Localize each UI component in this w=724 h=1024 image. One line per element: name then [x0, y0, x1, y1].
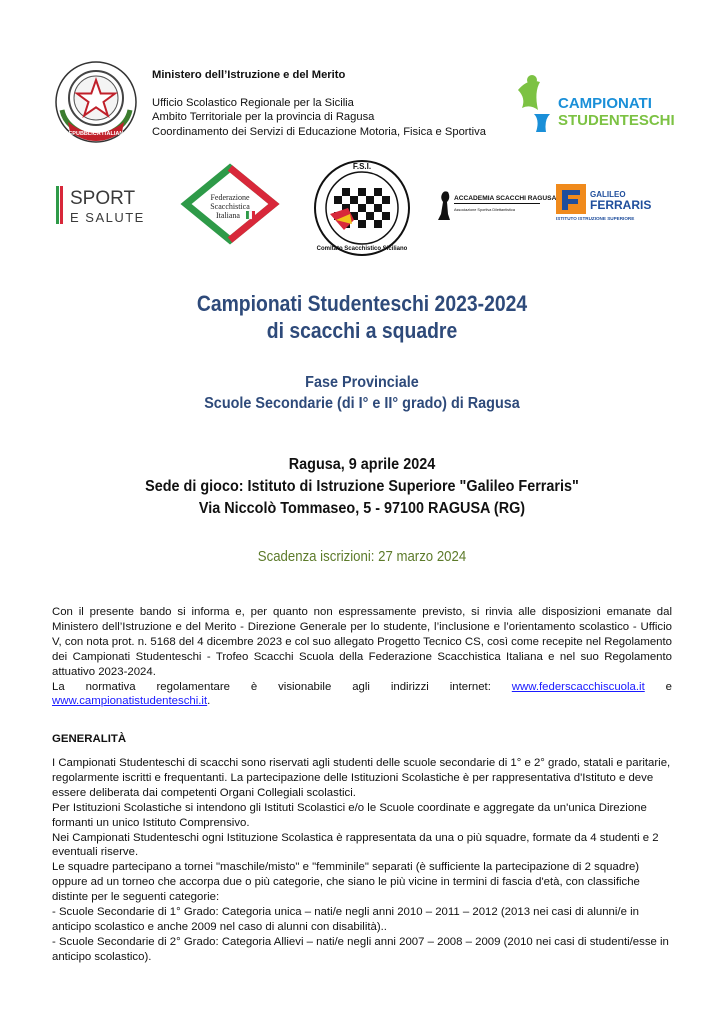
fsi-line2: Scacchistica — [210, 202, 250, 211]
fsi-line3: Italiana — [216, 211, 240, 220]
document-title — [43, 290, 680, 344]
generalita-paragraph-2: Per Istituzioni Scolastiche si intendono gli Istituti Scolastici e/o le Scuole coordinate e aggregate da un'unica Direzione formanti un unico Istituto Comprensivo. — [52, 801, 647, 829]
comitato-ring-text: Comitato Scacchistico Siciliano — [316, 246, 408, 252]
accademia-line2: Associazione Sportiva Dilettantistica — [454, 208, 515, 212]
sport-salute-line2: E SALUTE — [70, 210, 145, 225]
generalita-section — [52, 756, 672, 965]
comitato-top-text: F.S.I. — [352, 162, 372, 171]
generalita-paragraph-4: Le squadre partecipano a tornei "maschile/misto" e "femminile" separati (è sufficiente la partecipazione di 2 squadre) oppure ad un torneo che accorpa due o più categorie, che siano le più vicine in termini di fascia d'età, con classifiche distinte per le seguenti categorie: — [52, 861, 640, 904]
event-address: Via Niccolò Tommaseo, 5 - 97100 RAGUSA (RG) — [198, 500, 526, 517]
emblem-ribbon-text: REPUBBLICA ITALIANA — [64, 131, 128, 137]
subtitle-line-2: Scuole Secondarie (di I° e II° grado) di Ragusa — [204, 395, 520, 412]
campionati-studenteschi-logo — [510, 70, 675, 140]
cs-logo-line2: STUDENTESCHI — [558, 112, 675, 129]
title-line-1: Campionati Studenteschi 2023-2024 — [196, 291, 528, 316]
subtitle-line-1: Fase Provinciale — [305, 374, 419, 391]
links-prefix: La normativa regolamentare è visionabile agli indirizzi internet: — [52, 680, 512, 693]
galileo-line2: FERRARIS — [590, 198, 652, 212]
links-joiner: e — [644, 680, 672, 693]
galileo-line3: ISTITUTO ISTRUZIONE SUPERIORE — [556, 216, 635, 221]
campionatistudenteschi-link[interactable]: www.campionatistudenteschi.it — [52, 695, 208, 708]
deadline-text: Scadenza iscrizioni: 27 marzo 2024 — [257, 548, 467, 565]
event-details — [36, 454, 688, 520]
sport-salute-line1: SPORT — [70, 188, 136, 209]
document-subtitle — [36, 372, 688, 414]
links-paragraph — [52, 680, 672, 710]
links-suffix: . — [207, 695, 211, 708]
cs-logo-line1: CAMPIONATI — [558, 95, 652, 112]
sport-e-salute-logo — [56, 184, 146, 228]
intro-section — [52, 605, 672, 709]
chessboard-sicily-icon — [330, 188, 390, 230]
accademia-scacchi-ragusa-logo — [434, 184, 557, 224]
office-line-1: Ufficio Scolastico Regionale per la Sicilia — [152, 96, 354, 109]
generalita-paragraph-3: Nei Campionati Studenteschi ogni Istituzione Scolastica è rappresentata da una o più squadre, formate da 4 studenti e 2 eventuali riserve. — [52, 831, 659, 859]
title-line-2: di scacchi a squadre — [266, 318, 458, 343]
galileo-line1: GALILEO — [590, 190, 626, 199]
ministry-info — [152, 68, 486, 139]
document-header — [52, 58, 675, 158]
accademia-line1: ACCADEMIA SCACCHI RAGUSA — [454, 195, 557, 202]
office-line-2: Ambito Territoriale per la provincia di Ragusa — [152, 111, 375, 124]
italian-republic-emblem-icon — [52, 58, 140, 146]
fsi-line1: Federazione — [210, 193, 250, 202]
intro-paragraph: Con il presente bando si informa e, per quanto non espressamente previsto, si rinvia alle disposizioni emanate dal Ministero dell’Istruzione e del Merito - Direzione Generale per lo studente, l’inclusione e l’orientamento scolastico - Ufficio V, con nota prot. n. 5168 del 4 dicembre 2023 e col suo allegato Progetto Tecnico CS, così come recepite nel Regolamento dei Campionati Studenteschi - Trofeo Scacchi Scuola della Federazione Scacchistica Italiana e nel suo Regolamento attuativo 2023-2024. — [52, 606, 672, 678]
event-date: Ragusa, 9 aprile 2024 — [288, 456, 436, 473]
federazione-scacchistica-italiana-logo — [182, 164, 278, 244]
ministry-name: Ministero dell’Istruzione e del Merito — [152, 69, 346, 81]
partner-logos-row — [56, 158, 668, 258]
generalita-paragraph-5: - Scuole Secondarie di 1° Grado: Categoria unica – nati/e negli anni 2010 – 2011 – 2012 (2013 nei casi di alunni/e in anticipo scolastico e anche 2009 nel caso di alunni con disabilità).. — [52, 906, 639, 933]
chess-knight-icon — [438, 191, 450, 220]
comitato-scacchistico-siciliano-logo — [304, 158, 420, 258]
galileo-ferraris-logo — [556, 182, 668, 222]
generalita-heading: GENERALITÀ — [52, 733, 127, 745]
generalita-paragraph-6: - Scuole Secondarie di 2° Grado: Categoria Allievi – nati/e negli anni 2007 – 2008 – 2009 (2010 nei casi di studenti/esse in anticipo scolastico). — [52, 935, 669, 963]
generalita-paragraph-1: I Campionati Studenteschi di scacchi sono riservati agli studenti delle scuole secondarie di 1° e 2° grado, statali e paritarie, regolarmente iscritti e frequentanti. La partecipazione delle Istituzioni Scolastiche è per rappresentativa d'Istituto e deve essere deliberata dai competenti Organi Collegiali scolastici. — [52, 757, 671, 799]
federscacchiscuola-link[interactable]: www.federscacchiscuola.it — [511, 680, 645, 693]
event-venue: Sede di gioco: Istituto di Istruzione Superiore "Galileo Ferraris" — [145, 478, 579, 495]
registration-deadline — [43, 547, 680, 567]
office-line-3: Coordinamento dei Servizi di Educazione Motoria, Fisica e Sportiva — [152, 125, 486, 138]
